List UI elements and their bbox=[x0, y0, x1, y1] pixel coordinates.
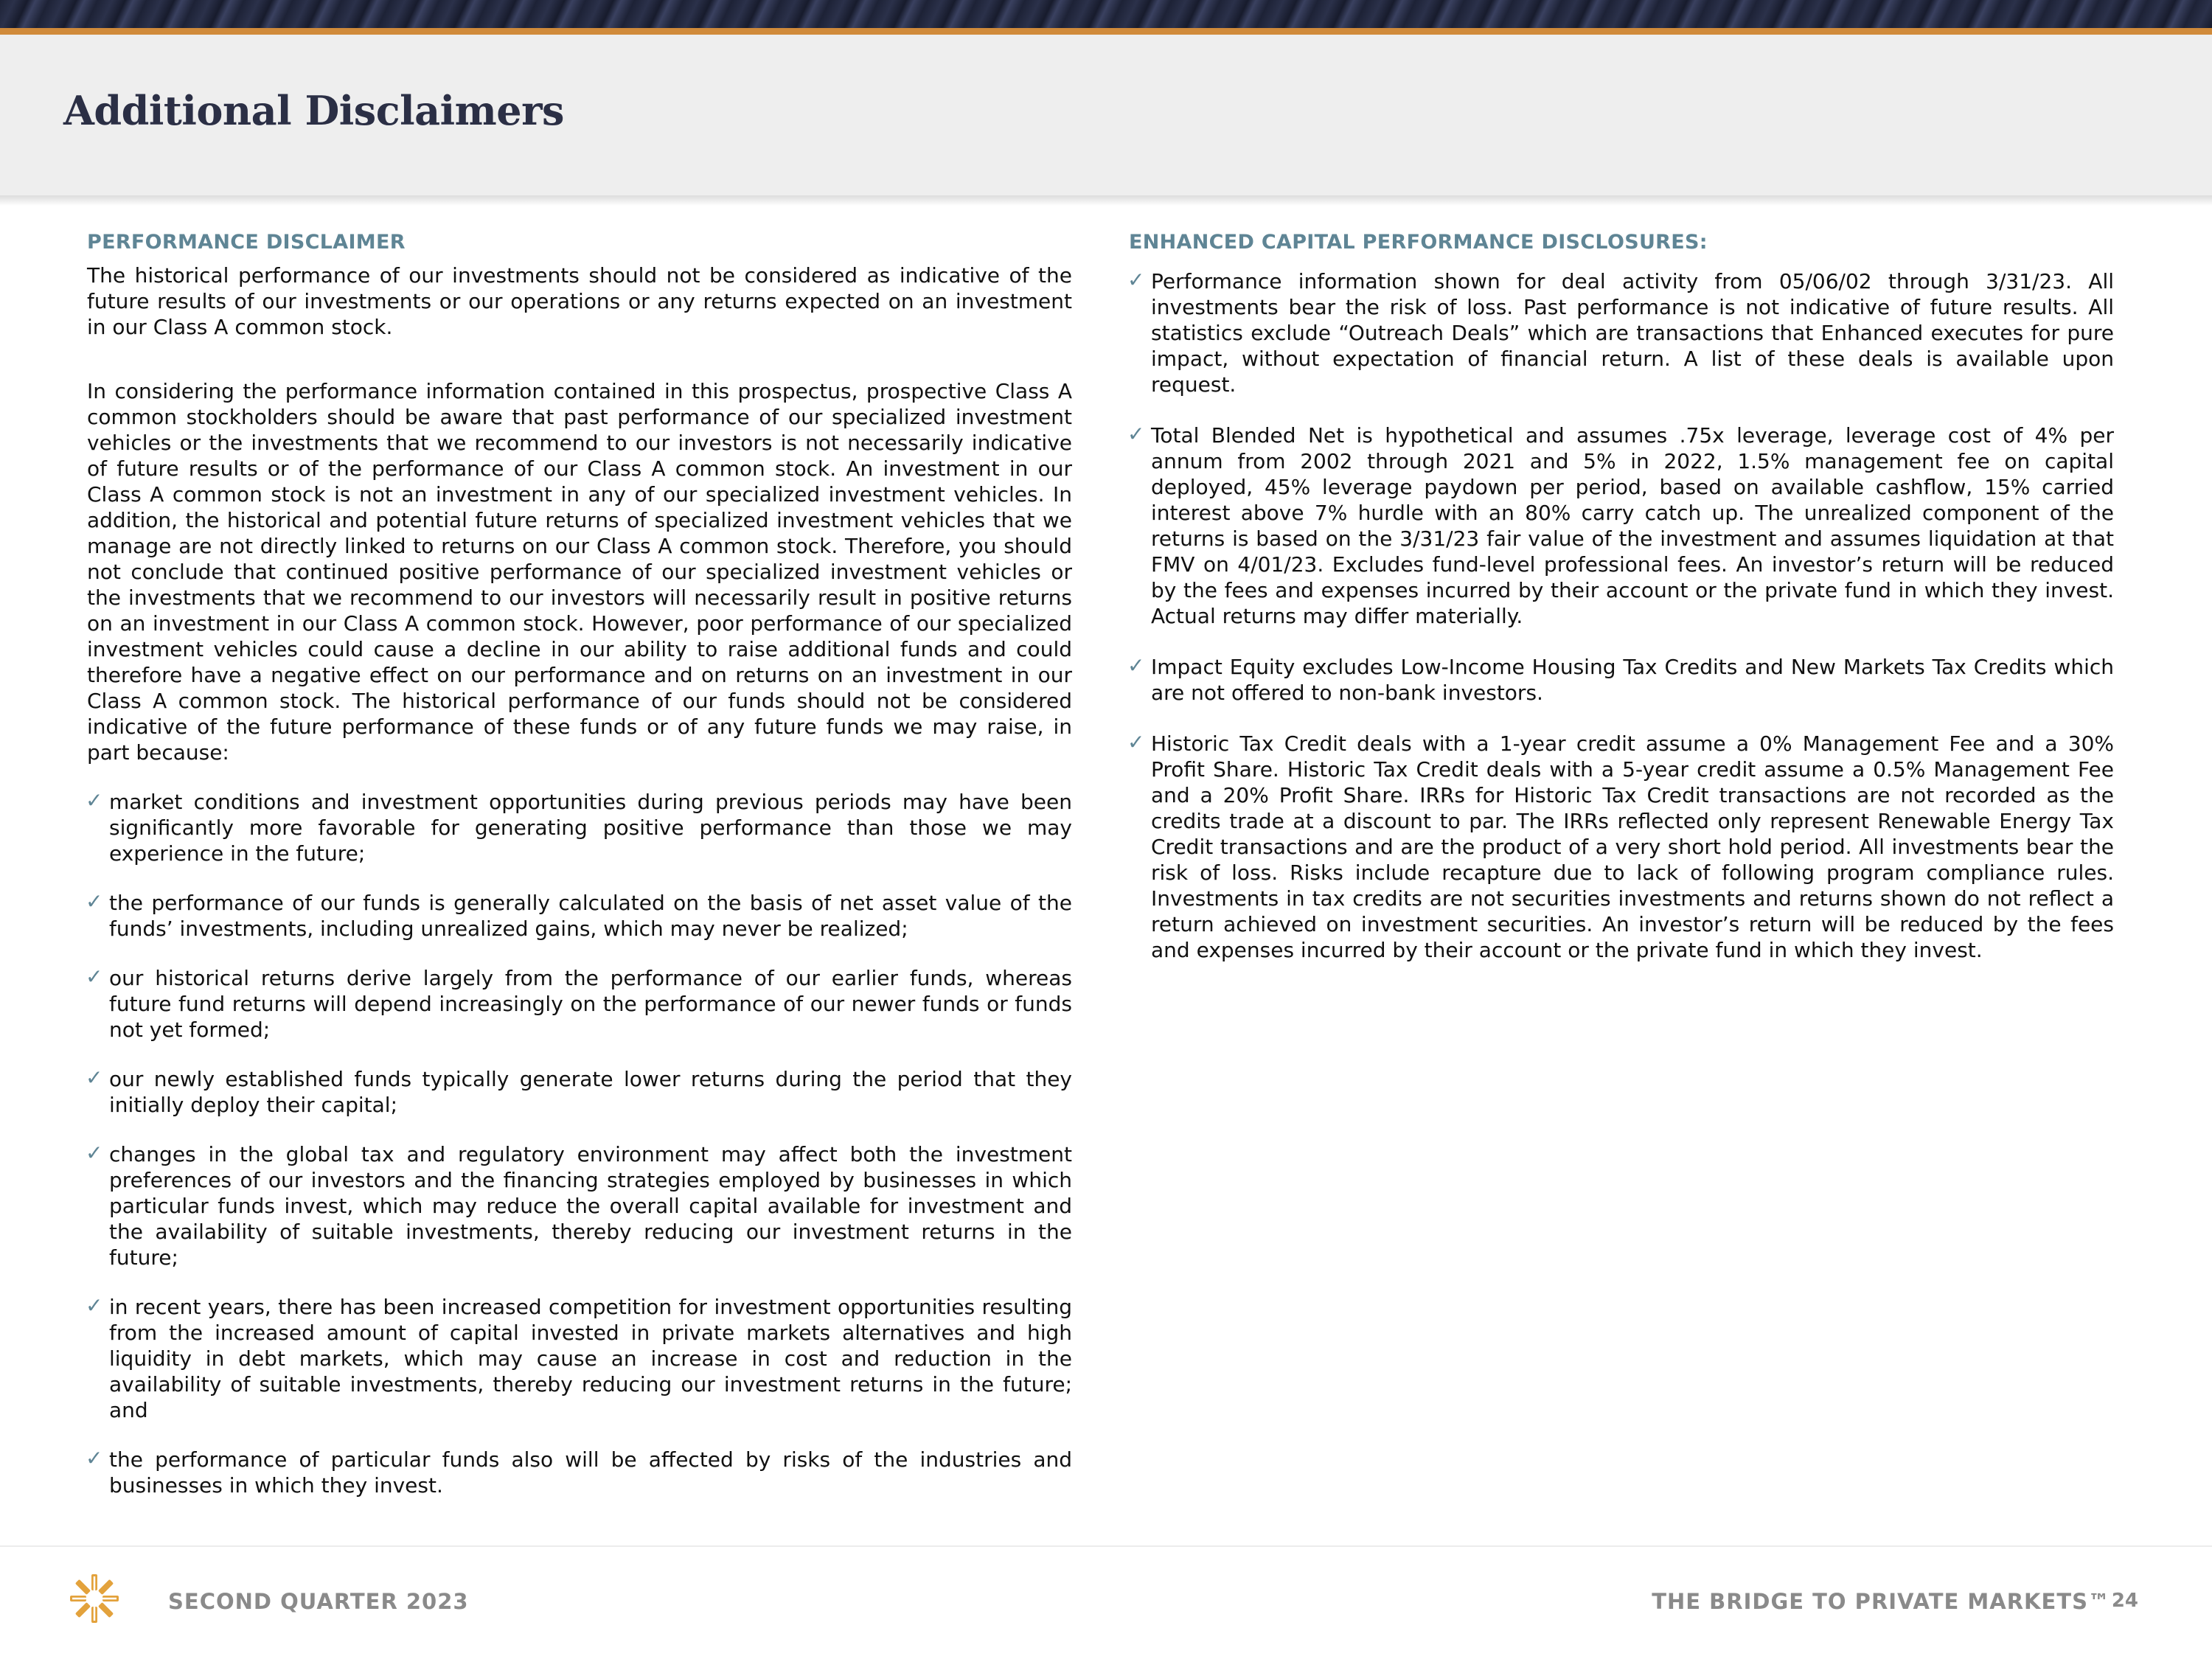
footer-divider bbox=[0, 1545, 2212, 1547]
page-title: Additional Disclaimers bbox=[63, 87, 564, 134]
orange-divider bbox=[0, 28, 2212, 35]
list-item: ✓ Total Blended Net is hypothetical and assumes .75x leverage, leverage cost of 4% per annum from 2002 through 2021 and 5% in 2022, 1.5% management fee on capital deployed, 45% leverage paydown per period, based on available cashflow, 15% carried interest above 7% hurdle with an 80% carry catch up. The unrealized component of the returns is based on the 3/31/23 fair value of the investment and assumes liquidation at that FMV on 4/01/23. Excludes fund-level professional fees. An investor’s return will be reduced by the fees and expenses incurred by their account or the private fund in which they invest. Actual returns may differ materially. bbox=[1127, 422, 2114, 628]
top-decorative-band bbox=[0, 0, 2212, 28]
list-item: ✓ our newly established funds typically generate lower returns during the period that they initially deploy their capital; bbox=[86, 1065, 1072, 1117]
check-icon: ✓ bbox=[1127, 422, 1145, 446]
disclaimer-paragraph: In considering the performance information contained in this prospectus, prospective Class A common stockholders should be aware that past performance of our specialized investment vehicles or the investments that we recommend to our investors is not necessarily indicative of future results or of the performance of our Class A common stock. An investment in our Class A common stock is not an investment in any of our specialized investment vehicles. In addition, the historical and potential future returns of specialized investment vehicles that we manage are not directly linked to returns on our Class A common stock. Therefore, you should not conclude that continued positive performance of our specialized investment vehicles or the investments that we recommend to our investors will necessarily result in positive returns on an investment in our Class A common stock. However, poor performance of our specialized investment vehicles could cause a decline in our ability to raise additional funds and could therefore have a negative effect on our performance and on returns on an investment in our Class A common stock. The historical performance of our funds should not be considered indicative of the future performance of these funds or of any future funds we may raise, in part because: bbox=[87, 379, 1072, 765]
reasons-list bbox=[87, 789, 1072, 1498]
list-item: ✓ changes in the global tax and regulatory environment may affect both the investment preferences of our investors and the financing strategies employed by businesses in which particular funds invest, which may reduce the overall capital available for investment and the availability of suitable investments, thereby reducing our investment returns in the future; bbox=[86, 1141, 1072, 1270]
check-icon: ✓ bbox=[86, 788, 103, 813]
list-item: ✓ market conditions and investment opportunities during previous periods may have been significantly more favorable for generating positive performance than those we may experience in the future; bbox=[86, 788, 1072, 866]
list-item: ✓ Historic Tax Credit deals with a 1-year credit assume a 0% Management Fee and a 30% Profit Share. Historic Tax Credit deals with a 5-year credit assume a 0.5% Management Fee and a 20% Profit Share. IRRs for Historic Tax Credit transactions are not recorded as the credits trade at a discount to par. The IRRs reflected only represent Renewable Energy Tax Credit transactions and are the product of a very short hold period. All investments bear the risk of loss. Risks include recapture due to lack of following program compliance rules. Investments in tax credits are not securities investments and returns shown do not reflect a return achieved on investment securities. An investor’s return will be reduced by the fees and expenses incurred by their account or the private fund in which they invest. bbox=[1127, 730, 2114, 962]
enhanced-capital-disclosures-column bbox=[1129, 230, 2114, 963]
check-icon: ✓ bbox=[86, 1293, 103, 1318]
list-item: ✓ the performance of particular funds also will be affected by risks of the industries and businesses in which they invest. bbox=[86, 1446, 1072, 1498]
disclosures-list bbox=[1129, 268, 2114, 963]
check-icon: ✓ bbox=[86, 889, 103, 914]
performance-disclaimer-heading: PERFORMANCE DISCLAIMER bbox=[87, 231, 406, 254]
list-item: ✓ in recent years, there has been increased competition for investment opportunities resulting from the increased amount of capital invested in private markets alternatives and high liquidity in debt markets, which may cause an increase in cost and reduction in the availability of suitable investments, thereby reducing our investment returns in the future; and bbox=[86, 1293, 1072, 1422]
enhanced-capital-heading: ENHANCED CAPITAL PERFORMANCE DISCLOSURES: bbox=[1129, 231, 1708, 254]
check-icon: ✓ bbox=[1127, 268, 1145, 292]
check-icon: ✓ bbox=[86, 1141, 103, 1165]
list-item: ✓ our historical returns derive largely from the performance of our earlier funds, whereas future fund returns will depend increasingly on the performance of our newer funds or funds not yet formed; bbox=[86, 964, 1072, 1042]
check-icon: ✓ bbox=[1127, 653, 1145, 678]
list-item: ✓ Performance information shown for deal activity from 05/06/02 through 3/31/23. All investments bear the risk of loss. Past performance is not indicative of future results. All statistics exclude “Outreach Deals” which are transactions that Enhanced executes for pure impact, without expectation of financial return. A list of these deals is available upon request. bbox=[1127, 268, 2114, 397]
starburst-logo bbox=[68, 1572, 121, 1625]
check-icon: ✓ bbox=[86, 964, 103, 989]
performance-disclaimer-column bbox=[87, 230, 1072, 1498]
check-icon: ✓ bbox=[86, 1446, 103, 1470]
list-item: ✓ Impact Equity excludes Low-Income Housing Tax Credits and New Markets Tax Credits which are not offered to non-bank investors. bbox=[1127, 653, 2114, 705]
disclaimer-paragraph: The historical performance of our investments should not be considered as indicative of the future results of our investments or our operations or any returns expected on an investment in our Class A common stock. bbox=[87, 263, 1072, 339]
page-number: 24 bbox=[2111, 1590, 2138, 1612]
header-shadow bbox=[0, 195, 2212, 206]
check-icon: ✓ bbox=[1127, 730, 1145, 754]
check-icon: ✓ bbox=[86, 1065, 103, 1090]
list-item: ✓ the performance of our funds is generally calculated on the basis of net asset value of the funds’ investments, including unrealized gains, which may never be realized; bbox=[86, 889, 1072, 941]
footer-tagline: THE BRIDGE TO PRIVATE MARKETS™ bbox=[1652, 1589, 2110, 1614]
footer-quarter-label: SECOND QUARTER 2023 bbox=[168, 1589, 469, 1614]
